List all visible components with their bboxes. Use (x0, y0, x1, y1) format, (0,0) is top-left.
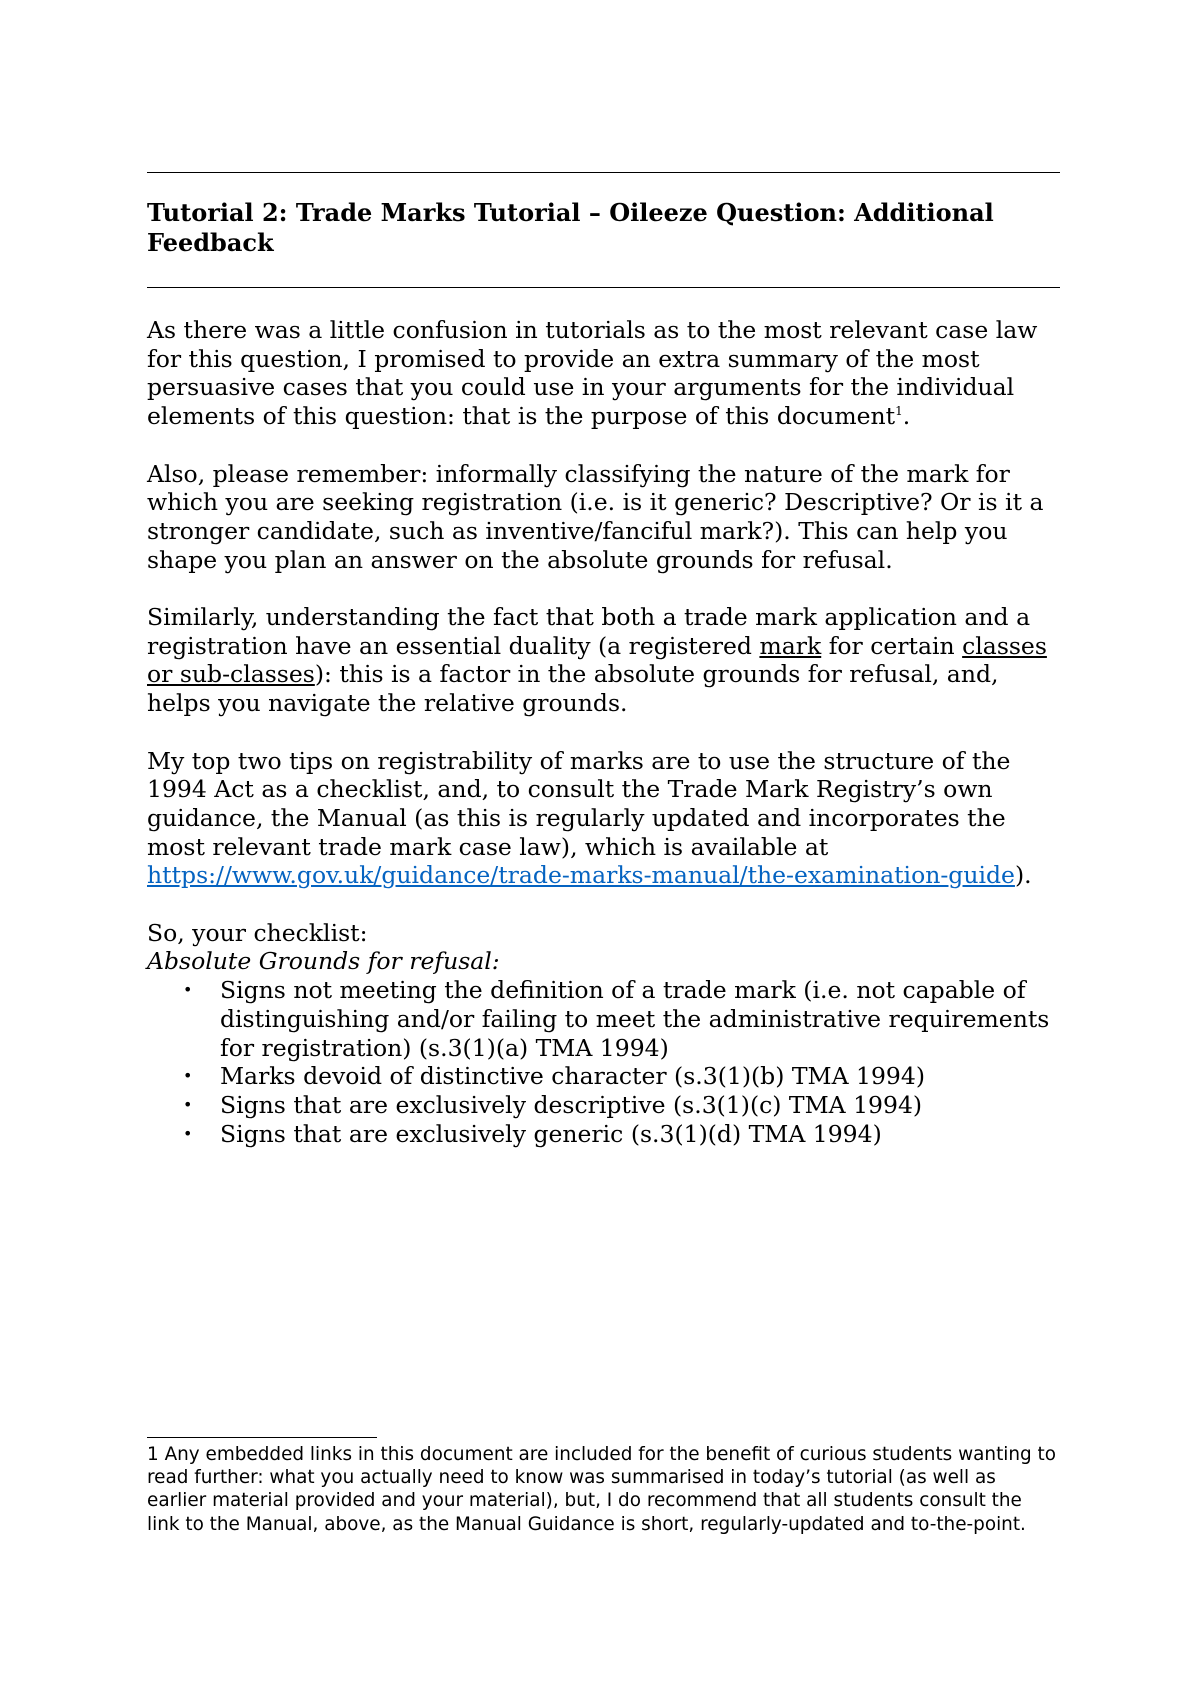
checklist-intro: So, your checklist: (147, 918, 368, 947)
bullet-icon: • (183, 1094, 193, 1114)
footnote-text: Any embedded links in this document are included for the benefit of curious students wanting to read further: what you actually need to know was summarised in today’s tutorial (as well as earlier material provided and your material), but, I do recommend that all students consult the link to the Manual, above, as the Manual Guidance is short, regularly-updated and to-the-point. (147, 1444, 1057, 1535)
bullet-icon: • (183, 980, 193, 1000)
footnote (147, 1443, 1060, 1536)
manual-link[interactable]: https://www.gov.uk/guidance/trade-marks-manual/the-examination-guide (147, 861, 1015, 890)
list-item: • Signs that are exclusively descriptive (s.3(1)(c) TMA 1994) (183, 1090, 923, 1119)
paragraph-top-tips: My top two tips on registrability of marks are to use the structure of the 1994 Act as a checklist, and, to consult the Trade Mark Registry’s own guidance, the Manual (as this is regularly updated and incorporates the most relevant trade mark case law), which is available at https://www.gov.uk/guidance/trade-marks-manual/the-examination-guide). (147, 746, 1032, 890)
footnote-separator (147, 1437, 377, 1438)
document-title: Tutorial 2: Trade Marks Tutorial – Oileeze Question: Additional Feedback (147, 198, 994, 257)
footnote-reference[interactable]: 1 (895, 404, 903, 419)
bullet-icon: • (183, 1123, 193, 1143)
list-item: • Signs that are exclusively generic (s.3(1)(d) TMA 1994) (183, 1119, 882, 1148)
underlined-mark: mark (759, 631, 822, 660)
paragraph-purpose: As there was a little confusion in tutorials as to the most relevant case law for this question, I promised to provide an extra summary of the most persuasive cases that you could use in your arguments for the individual elements of this question: that is the purpose of this document$^1$. (147, 316, 1038, 431)
title-bottom-rule (147, 287, 1060, 288)
paragraph-duality: Similarly, understanding the fact that both a trade mark application and a registration have an essential duality (a registered mark for certain classes or sub-classes): this is a factor in the absolute grounds for refusal, and, helps you navigate the relative grounds. (147, 603, 1047, 718)
paragraph-classification: Also, please remember: informally classifying the nature of the mark for which you are seeking registration (i.e. is it generic? Descriptive? Or is it a stronger candidate, such as inventive/fanciful mark?). This can help you shape you plan an answer on the absolute grounds for refusal. (147, 459, 1044, 574)
bullet-icon: • (183, 1066, 193, 1086)
checklist-heading: Absolute Grounds for refusal: (147, 947, 500, 976)
checklist-list (147, 976, 1060, 1148)
list-item: • Marks devoid of distinctive character (s.3(1)(b) TMA 1994) (183, 1062, 925, 1091)
list-item: • Signs not meeting the definition of a trade mark (i.e. not capable of distinguishing and/or failing to meet the administrative requirements for registration) (s.3(1)(a) TMA 1994) (183, 976, 1050, 1062)
underlined-classes: classes or sub-classes (147, 631, 1047, 689)
title-top-rule (147, 172, 1060, 173)
document-body (147, 316, 1060, 1148)
footnote-number: 1 (147, 1444, 159, 1465)
